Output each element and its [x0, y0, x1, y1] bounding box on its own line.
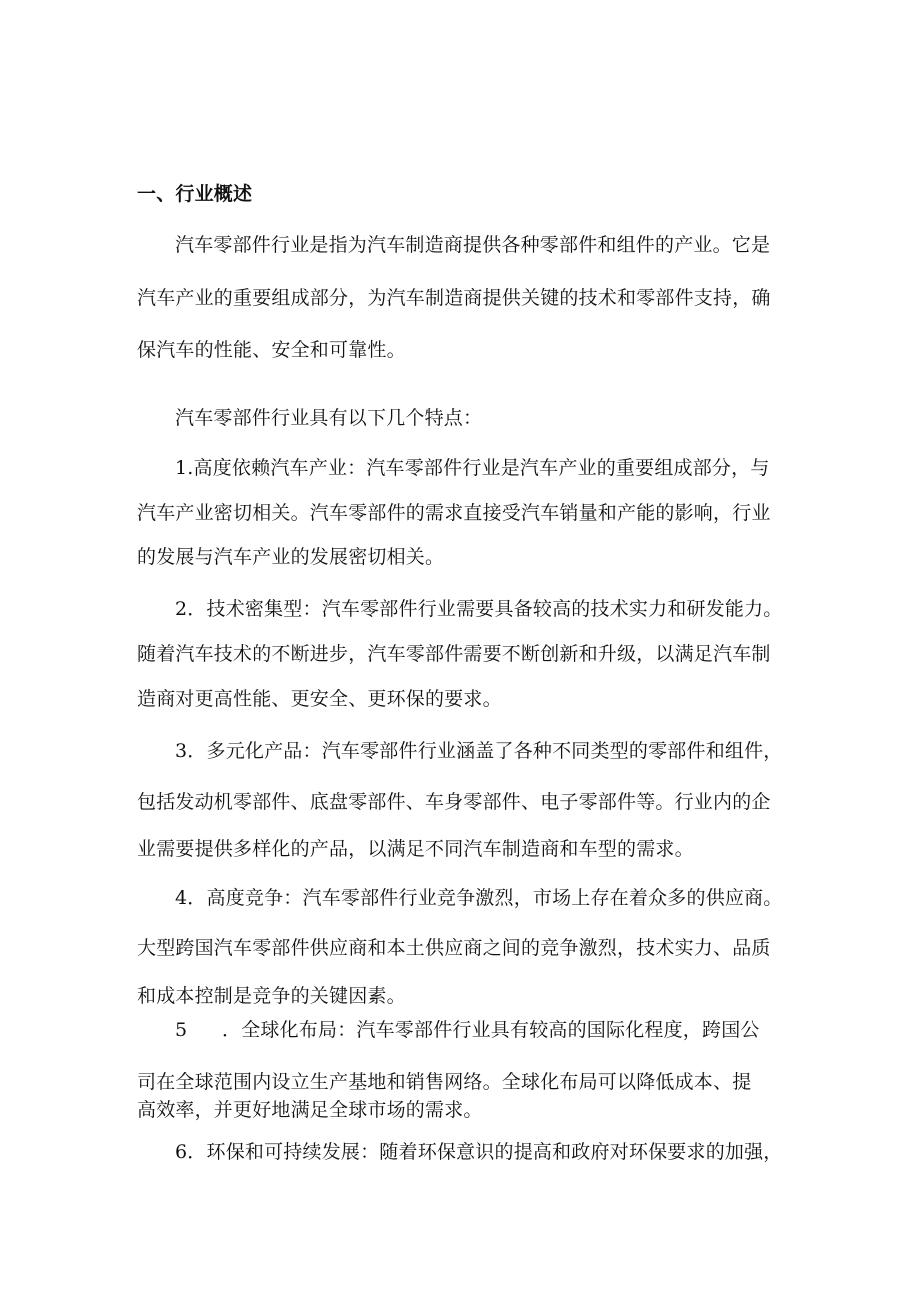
paragraph-line: 随着汽车技术的不断进步，汽车零部件需要不断创新和升级，以满足汽车制: [137, 643, 771, 665]
paragraph-line: 1.高度依赖汽车产业：汽车零部件行业是汽车产业的重要组成部分，与: [175, 457, 770, 479]
paragraph-line: 4．高度竞争：汽车零部件行业竞争激烈，市场上存在着众多的供应商。: [175, 887, 783, 909]
section-heading: 一、行业概述: [137, 183, 253, 205]
features-intro: 汽车零部件行业具有以下几个特点：: [175, 407, 483, 429]
paragraph-line: 大型跨国汽车零部件供应商和本土供应商之间的竞争激烈，技术实力、品质: [137, 937, 771, 959]
paragraph-line: 汽车产业密切相关。汽车零部件的需求直接受汽车销量和产能的影响，行业: [137, 502, 771, 524]
item-number: 5: [175, 1019, 188, 1041]
paragraph-line: 的发展与汽车产业的发展密切相关。: [137, 546, 445, 568]
paragraph-line: 3．多元化产品：汽车零部件行业涵盖了各种不同类型的零部件和组件，: [175, 740, 783, 762]
paragraph-line: 2．技术密集型：汽车零部件行业需要具备较高的技术实力和研发能力。: [175, 598, 783, 620]
paragraph-line: 和成本控制是竞争的关键因素。: [137, 985, 406, 1007]
paragraph-line: 保汽车的性能、安全和可靠性。: [137, 339, 406, 361]
paragraph-line: ．全球化布局：汽车零部件行业具有较高的国际化程度，跨国公: [222, 1019, 760, 1041]
paragraph-line: 6．环保和可持续发展：随着环保意识的提高和政府对环保要求的加强，: [175, 1141, 783, 1163]
paragraph-line: 造商对更高性能、更安全、更环保的要求。: [137, 688, 502, 710]
paragraph-line: 汽车产业的重要组成部分，为汽车制造商提供关键的技术和零部件支持，确: [137, 287, 771, 309]
paragraph-line: 包括发动机零部件、底盘零部件、车身零部件、电子零部件等。行业内的企: [137, 791, 771, 813]
paragraph-line: 业需要提供多样化的产品，以满足不同汽车制造商和车型的需求。: [137, 838, 694, 860]
paragraph-line: 高效率，并更好地满足全球市场的需求。: [137, 1099, 483, 1121]
paragraph-line: 司在全球范围内设立生产基地和销售网络。全球化布局可以降低成本、提: [137, 1071, 752, 1093]
paragraph-line: 汽车零部件行业是指为汽车制造商提供各种零部件和组件的产业。它是: [175, 234, 771, 256]
